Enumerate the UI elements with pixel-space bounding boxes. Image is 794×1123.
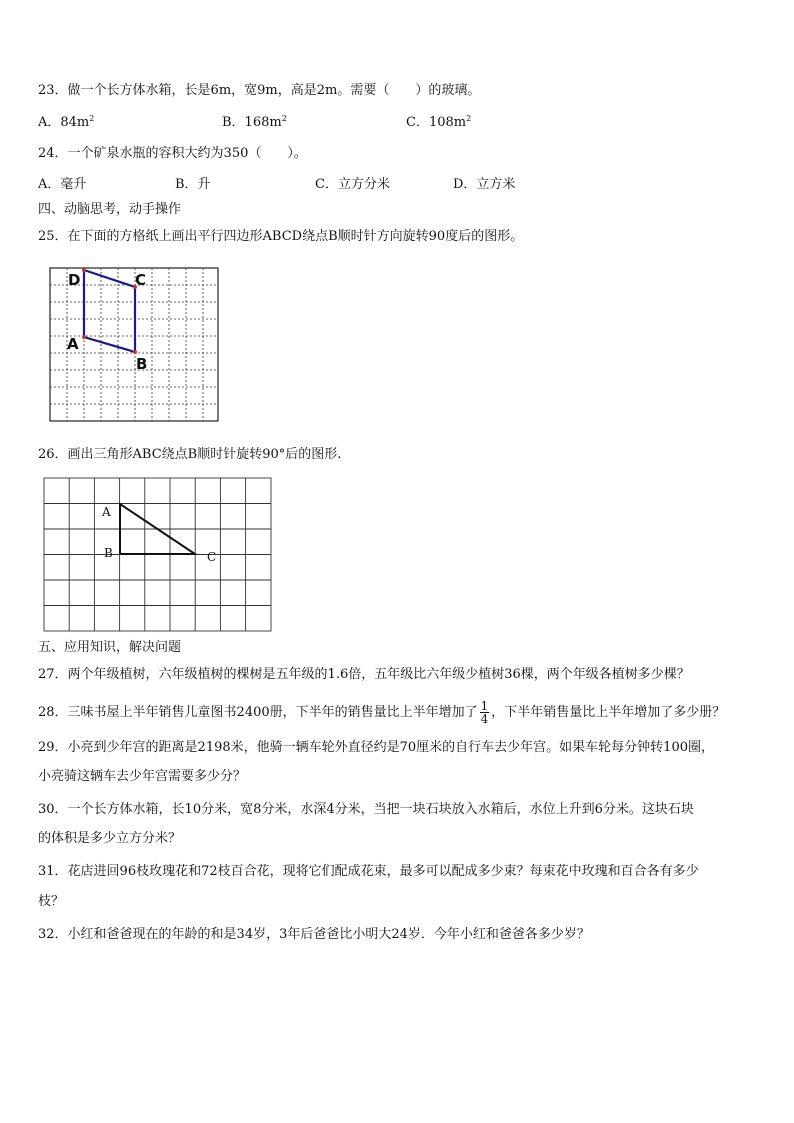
question-28-text: 28．三味书屋上半年销售儿童图书2400册，下半年的销售量比上半年增加了 $\frac{1}{4}$ ，下半年销售量比上半年增加了多少册？ (38, 699, 726, 726)
question-29-line-2: 小亮骑这辆车去少年宫需要多少分？ (38, 769, 247, 784)
question-30-line-1: 30．一个长方体水箱，长10分米，宽8分米，水深4分米，当把一块石块放入水箱后，水位上升到6分米。这块石块 (38, 802, 694, 817)
question-32-text: 32．小红和爸爸现在的年龄的和是34岁，3年后爸爸比小明大24岁．今年小红和爸爸各多少岁？ (38, 927, 590, 942)
fraction-one-quarter: $\frac{1}{4}$ (480, 699, 489, 726)
label-a: A (67, 335, 79, 353)
question-27-text: 27．两个年级植树，六年级植树的棵树是五年级的1.6倍，五年级比六年级少植树36棵，两个年级各植树多少棵？ (38, 667, 690, 682)
question-23-option-b[interactable]: B．$168m^2$ (222, 114, 287, 130)
parallelogram-abcd (84, 270, 135, 352)
question-23-option-c[interactable]: C．$108m^2$ (406, 114, 472, 130)
q26-grid-figure (44, 478, 272, 632)
label-d: D (68, 271, 81, 289)
question-31-line-1: 31．花店进回96枝玫瑰花和72枝百合花，现将它们配成花束，最多可以配成多少束？每束花中玫瑰和百合各有多少 (38, 864, 699, 879)
label-c: C (135, 271, 147, 289)
question-25-text: 25．在下面的方格纸上画出平行四边形ABCD绕点B顺时针方向旋转90度后的图形。 (38, 229, 524, 244)
question-24-option-a[interactable]: A．毫升 (38, 177, 87, 192)
label-b: B (136, 355, 148, 373)
point-d (82, 268, 86, 272)
question-31-line-2: 枝？ (38, 894, 65, 909)
tri-label-a: A (102, 505, 111, 519)
section-5-heading: 五、应用知识，解决问题 (38, 640, 182, 655)
question-23-option-a[interactable]: A．$84m^2$ (38, 114, 95, 130)
q25-grid-figure (50, 268, 220, 423)
question-30-line-2: 的体积是多少立方分米？ (38, 831, 182, 846)
question-24-option-d[interactable]: D．立方米 (453, 177, 516, 192)
tri-label-c: C (207, 550, 217, 564)
question-24-option-c[interactable]: C．立方分米 (315, 177, 390, 192)
question-26-text: 26．画出三角形ABC绕点B顺时针旋转90°后的图形. (38, 447, 342, 462)
question-29-line-1: 29．小亮到少年宫的距离是2198米，他骑一辆车轮外直径约是70厘米的自行车去少年宫。如果车轮每分钟转100圈， (38, 740, 714, 755)
point-a (82, 335, 86, 339)
question-24-option-b[interactable]: B．升 (175, 177, 211, 192)
question-24-text: 24．一个矿泉水瓶的容积大约为350（ ）。 (38, 146, 307, 161)
tri-label-b: B (104, 546, 113, 560)
section-4-heading: 四、动脑思考，动手操作 (38, 202, 182, 217)
point-b (133, 350, 137, 354)
question-23-text: 23．做一个长方体水箱，长是6m，宽9m，高是2m。需要（ ）的玻璃。 (38, 83, 481, 98)
